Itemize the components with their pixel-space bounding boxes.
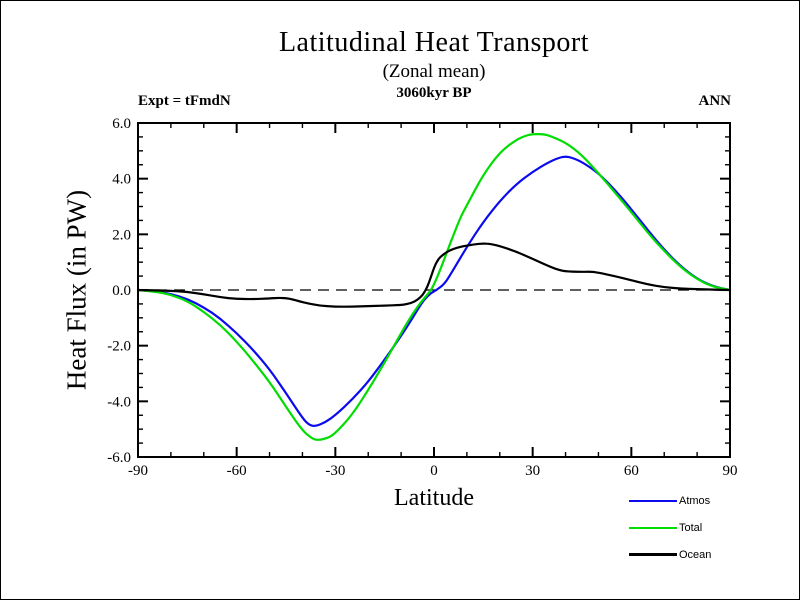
y-tick-label: 0.0 xyxy=(112,283,131,299)
x-axis-title: Latitude xyxy=(394,485,474,511)
y-tick-label: 6.0 xyxy=(112,116,131,132)
legend-label-ocean: Ocean xyxy=(679,548,712,561)
x-tick-label: -90 xyxy=(128,463,148,479)
legend xyxy=(629,487,779,568)
experiment-annotation: Expt = tFmdN xyxy=(138,93,231,109)
date-annotation: 3060kyr BP xyxy=(396,85,472,101)
x-tick-label: 0 xyxy=(430,463,438,479)
legend-item-atmos xyxy=(629,487,779,514)
y-tick-label: -6.0 xyxy=(107,450,131,466)
legend-label-atmos: Atmos xyxy=(679,494,711,507)
y-tick-label: -4.0 xyxy=(107,394,131,411)
x-tick-label: 90 xyxy=(722,463,738,479)
y-tick-label: -2.0 xyxy=(107,338,131,355)
series-curve-total xyxy=(138,134,730,440)
series-curve-atmos xyxy=(138,157,730,426)
total-line-swatch xyxy=(629,527,677,529)
legend-item-total xyxy=(629,514,779,541)
series-curve-ocean xyxy=(138,244,730,307)
season-annotation: ANN xyxy=(698,93,731,109)
y-tick-label: 2.0 xyxy=(112,227,131,244)
ocean-line-swatch xyxy=(629,553,677,556)
legend-label-total: Total xyxy=(679,521,703,534)
x-tick-label: 30 xyxy=(525,463,541,479)
chart-title: Latitudinal Heat Transport xyxy=(278,27,590,58)
x-tick-label: -30 xyxy=(325,463,346,479)
y-axis-title: Heat Flux (in PW) xyxy=(61,189,92,391)
chart-subtitle: (Zonal mean) xyxy=(382,61,486,82)
x-tick-label: -60 xyxy=(226,463,247,479)
legend-item-ocean xyxy=(629,541,779,568)
x-tick-label: 60 xyxy=(623,463,639,479)
y-tick-label: 4.0 xyxy=(112,171,131,188)
atmos-line-swatch xyxy=(629,500,677,502)
